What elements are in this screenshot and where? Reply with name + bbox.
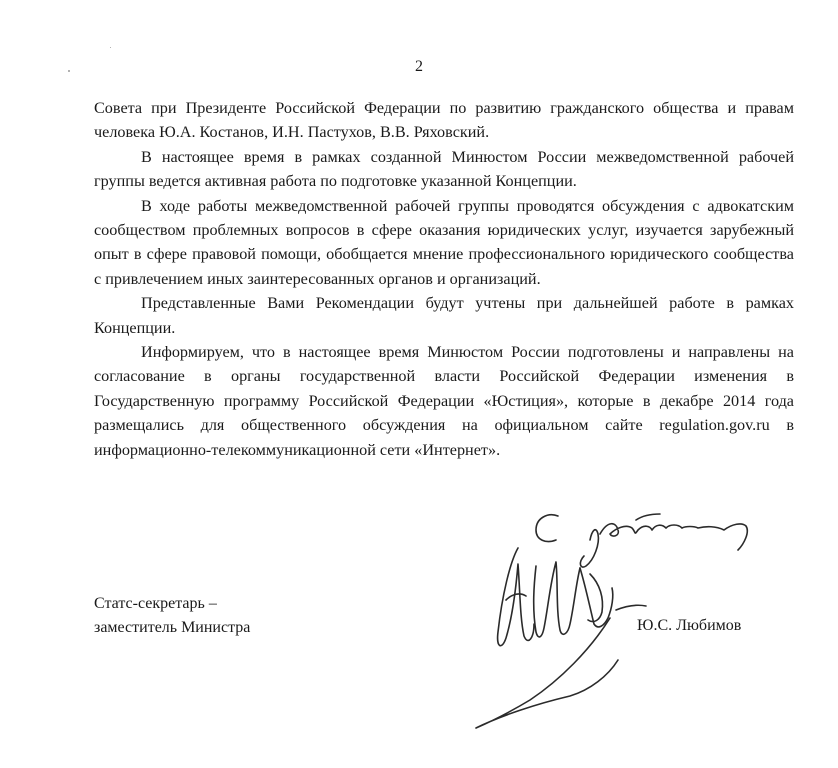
page-number: 2 xyxy=(415,58,423,75)
signature-main-stroke xyxy=(580,568,613,627)
paragraph-working-group: В настоящее время в рамках созданной Минюстом России межведомственной рабочей группы ведется активная работа по подготовке указанной Концепции. xyxy=(94,147,794,191)
paragraph-discussions: В ходе работы межведомственной рабочей группы проводятся обсуждения с адвокатским сообществом проблемных вопросов в сфере оказания юридических услуг, изучается зарубежный опыт в сфере правовой помощи, обобщается мнение профессионального юридического сообщества с привлечением иных заинтересованных органов и организаций. xyxy=(94,196,794,288)
signature-main-stroke xyxy=(506,594,526,600)
signatory-position xyxy=(94,592,250,640)
paragraph-program-changes: Информируем, что в настоящее время Минюстом России подготовлены и направлены на согласование в органы государственной власти Российской Федерации изменения в Государственную программу Российской Федерации «Юстиция», которые в декабре 2014 года размещались для общественного обсуждения на официальном сайте regulation.gov.ru в информационно-телекоммуникационной сети «Интернет». xyxy=(94,343,794,459)
letter-body xyxy=(94,96,794,462)
signature-note-stroke xyxy=(600,524,747,550)
signature-note-stroke xyxy=(536,515,558,542)
signature-note-stroke xyxy=(580,530,598,567)
paragraph-continuation: Совета при Президенте Российской Федерации по развитию гражданского общества и правам человека Ю.А. Костанов, И.Н. Пастухов, В.В. Ряховский. xyxy=(94,99,794,142)
signature-main-stroke xyxy=(498,548,534,646)
position-line-1: Статс-секретарь – xyxy=(94,595,217,612)
signature-main-stroke xyxy=(588,574,603,622)
paragraph-recommendations: Представленные Вами Рекомендации будут учтены при дальнейшей работе в рамках Концепции. xyxy=(94,294,794,337)
signature-flourish xyxy=(616,605,646,610)
signature-main-stroke xyxy=(534,562,580,637)
position-line-2: заместитель Министра xyxy=(94,619,251,636)
scan-speck xyxy=(110,47,111,48)
signatory-name: Ю.С. Любимов xyxy=(637,617,742,634)
signature-note-stroke xyxy=(636,514,660,520)
